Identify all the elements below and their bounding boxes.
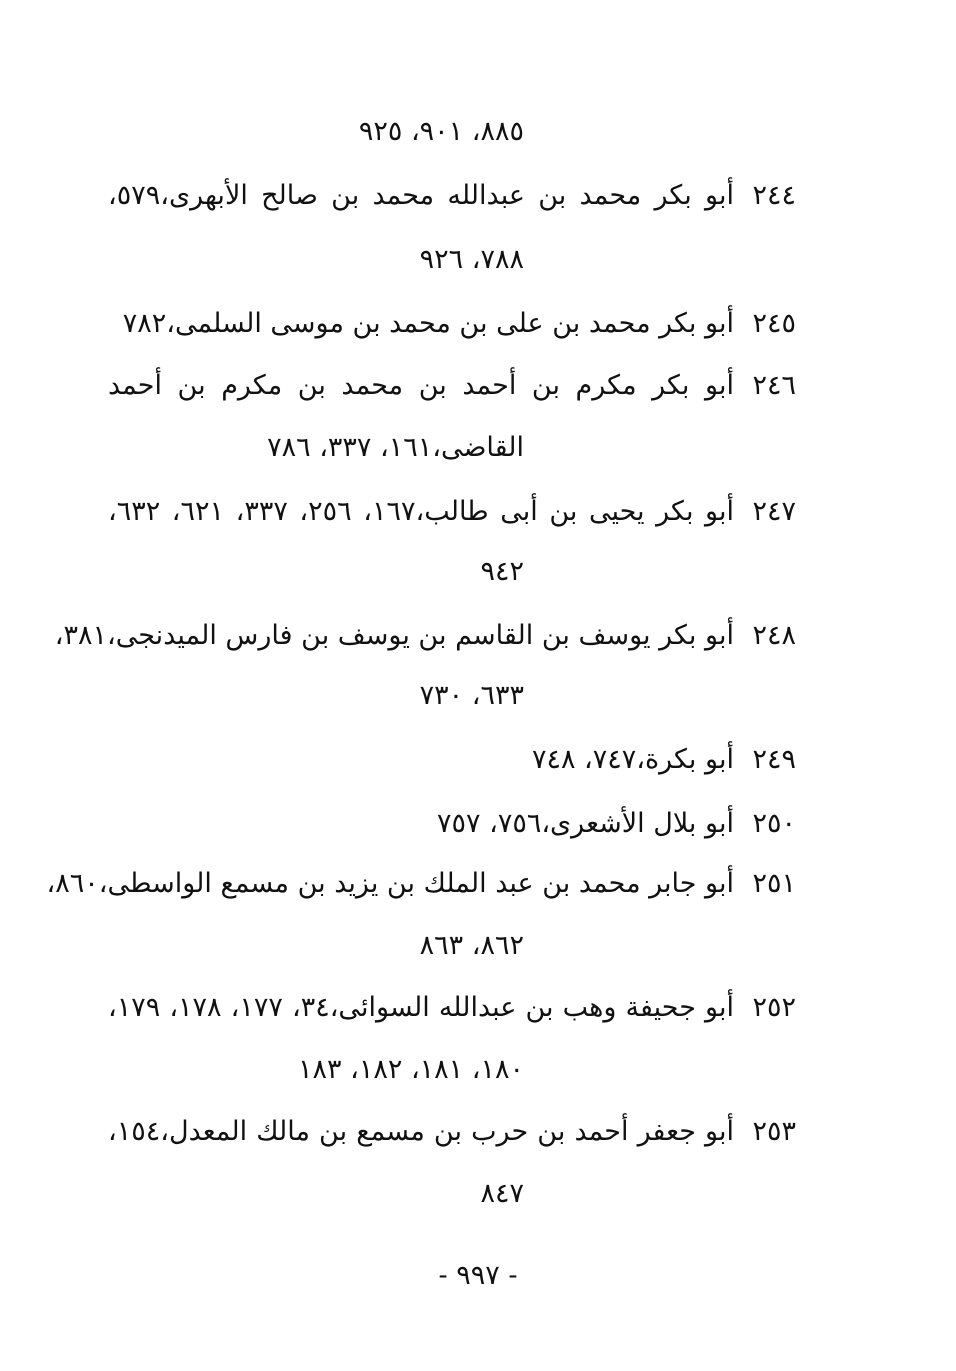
entry-continuation: ٨٦٢، ٨٦٣ [419, 930, 524, 961]
entry-continuation: ١٨٠، ١٨١، ١٨٢، ١٨٣ [298, 1054, 524, 1085]
entry-continuation: ٩٤٢ [480, 556, 524, 587]
entry-text: أبو جعفر أحمد بن حرب بن مسمع بن مالك المعدل،١٥٤، [108, 1116, 734, 1147]
index-entry-244 [108, 176, 796, 216]
entry-text: أبو بكر يحيى بن أبى طالب،١٦٧، ٢٥٦، ٣٣٧، ٦٢١، ٦٣٢، [108, 496, 735, 527]
entry-text: أبو بكرة،٧٤٧، ٧٤٨ [531, 744, 734, 775]
index-entry-251 [46, 864, 796, 904]
entry-continuation: ٨٤٧ [480, 1178, 524, 1209]
entry-continuation: القاضى،١٦١، ٣٣٧، ٧٨٦ [267, 432, 524, 463]
entry-text: أبو بلال الأشعرى،٧٥٦، ٧٥٧ [437, 808, 734, 839]
entry-text: أبو بكر مكرم بن أحمد بن محمد بن مكرم بن أحمد [108, 370, 734, 401]
index-entry-245 [123, 304, 796, 344]
entry-number: ٢٥٢ [752, 992, 796, 1023]
entry-number: ٢٤٦ [752, 370, 796, 401]
index-entry-246 [108, 366, 796, 406]
entry-number: ٢٤٤ [752, 180, 796, 211]
entry-text: أبو جحيفة وهب بن عبدالله السوائى،٣٤، ١٧٧، ١٧٨، ١٧٩، [108, 992, 734, 1023]
index-entry-250 [437, 804, 796, 844]
index-entry-252 [108, 988, 796, 1028]
entry-number: ٢٤٧ [752, 496, 797, 527]
entry-number: ٢٤٩ [752, 744, 796, 775]
entry-continuation: ٦٣٣، ٧٣٠ [419, 680, 524, 711]
entry-text: أبو بكر محمد بن عبدالله محمد بن صالح الأبهرى،٥٧٩، [108, 180, 734, 211]
entry-text: أبو بكر محمد بن على بن محمد بن موسى السلمى،٧٨٢ [122, 308, 734, 339]
entry-text: أبو جابر محمد بن عبد الملك بن يزيد بن مسمع الواسطى،٨٦٠، [46, 868, 734, 899]
entry-text: أبو بكر يوسف بن القاسم بن يوسف بن فارس الميدنجى،٣٨١، [54, 620, 734, 651]
entry-number: ٢٥٠ [752, 808, 796, 839]
entry-number: ٢٤٨ [752, 620, 796, 651]
entry-continuation: ٨٨٥، ٩٠١، ٩٢٥ [358, 116, 524, 147]
entry-continuation: ٧٨٨، ٩٢٦ [419, 244, 524, 275]
entry-number: ٢٥٣ [752, 1116, 796, 1147]
index-entry-247 [108, 492, 796, 532]
page-number: - ٩٩٧ - [438, 1260, 518, 1291]
index-entry-248 [54, 616, 796, 656]
index-entry-249 [532, 740, 796, 780]
entry-number: ٢٤٥ [752, 308, 796, 339]
entry-number: ٢٥١ [752, 868, 796, 899]
index-entry-253 [108, 1112, 796, 1152]
